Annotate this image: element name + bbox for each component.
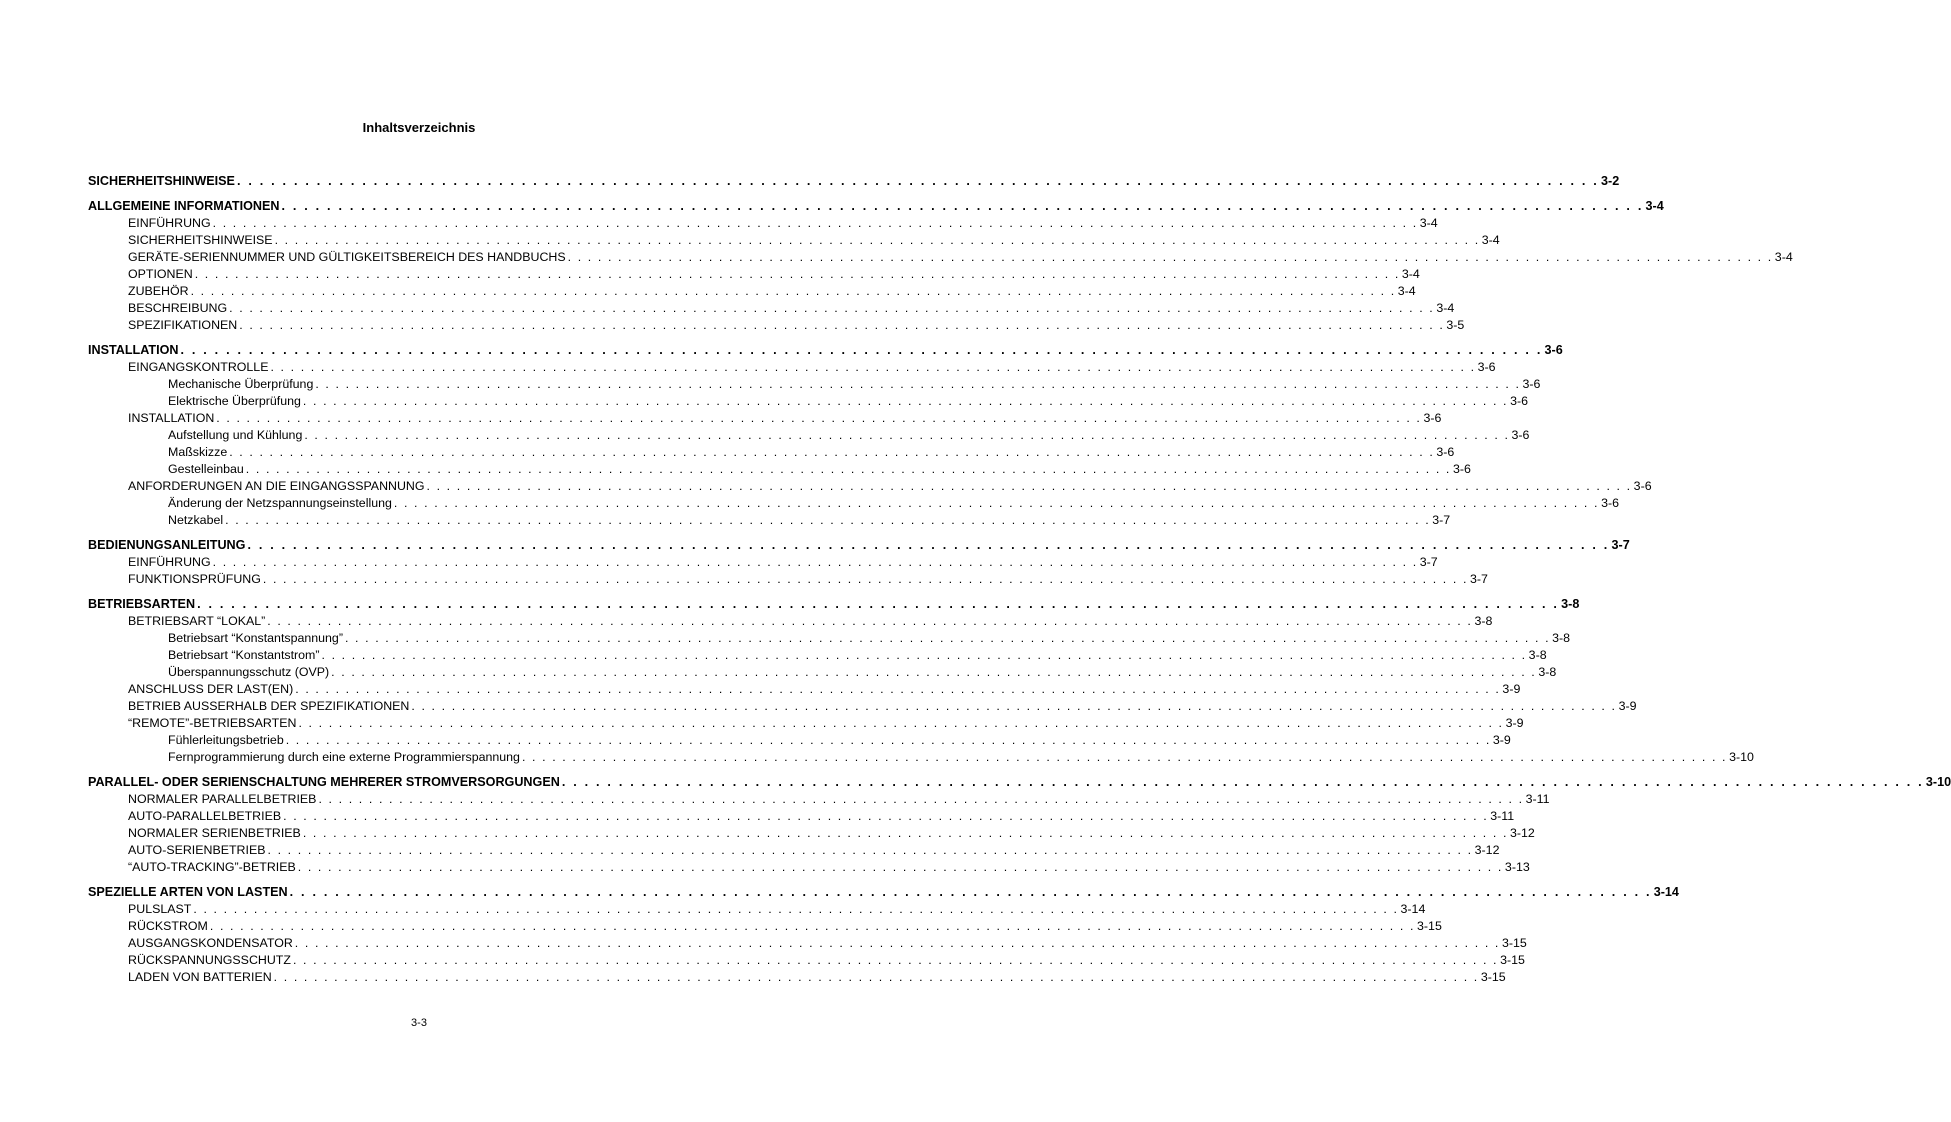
toc-entry-auto-serienbetrieb[interactable] bbox=[88, 842, 1500, 859]
toc-entry-label: Fernprogrammierung durch eine externe Programmierspannung bbox=[168, 750, 520, 764]
dot-leader: . . . . . . . . . . . . . . . . . . . . . . . . . . . . . . . . . . . . . . . . . . . . . . . . . . . . . . . . . . . . . . . . . . . . . . . . . . . . . . . . . . . . . . . . . . . . . . . . . . . . . . . . . . . . . . . . . . . . . . . . bbox=[229, 301, 1435, 315]
toc-entry-page: 3-4 bbox=[1481, 233, 1500, 247]
dot-leader: . . . . . . . . . . . . . . . . . . . . . . . . . . . . . . . . . . . . . . . . . . . . . . . . . . . . . . . . . . . . . . . . . . . . . . . . . . . . . . . . . . . . . . . . . . . . . . . . . . . . . . . . . . . . . . . . . . . . . . . . bbox=[262, 572, 1469, 586]
toc-entry-page: 3-4 bbox=[1401, 267, 1420, 281]
toc-section-group bbox=[88, 341, 1652, 529]
dot-leader: . . . . . . . . . . . . . . . . . . . . . . . . . . . . . . . . . . . . . . . . . . . . . . . . . . . . . . . . . . . . . . . . . . . . . . . . . . . . . . . . . . . . . . . . . . . . . . . . . . . . . . . . . . . . . . . . . . . . . . . . bbox=[295, 682, 1501, 696]
toc-entry-zubehor[interactable] bbox=[88, 283, 1416, 300]
toc-entry-label: Betriebsart “Konstantspannung” bbox=[168, 631, 343, 645]
toc-entry-label: OPTIONEN bbox=[128, 267, 193, 281]
toc-entry-page: 3-6 bbox=[1544, 343, 1563, 357]
toc-entry-pulslast[interactable] bbox=[88, 901, 1426, 918]
dot-leader: . . . . . . . . . . . . . . . . . . . . . . . . . . . . . . . . . . . . . . . . . . . . . . . . . . . . . . . . . . . . . . . . . . . . . . . . . . . . . . . . . . . . . . . . . . . . . . . . . . . . . . . . . . . . . . . . . . . . . . . . bbox=[245, 462, 1451, 476]
toc-entry-einfuhrung[interactable] bbox=[88, 554, 1438, 571]
dot-leader: . . . . . . . . . . . . . . . . . . . . . . . . . . . . . . . . . . . . . . . . . . . . . . . . . . . . . . . . . . . . . . . . . . . . . . . . . . . . . . . . . . . . . . . . . . . . . . . . . . . . . . . . . . . . . . . . . . . . . . . . bbox=[302, 826, 1508, 840]
toc-entry-page: 3-4 bbox=[1436, 301, 1455, 315]
toc-entry-label: SICHERHEITSHINWEISE bbox=[128, 233, 273, 247]
toc-entry-page: 3-9 bbox=[1502, 682, 1521, 696]
toc-entry-page: 3-6 bbox=[1633, 479, 1652, 493]
toc-entry-ruckstrom[interactable] bbox=[88, 918, 1442, 935]
toc-entry-label: ANFORDERUNGEN AN DIE EINGANGSSPANNUNG bbox=[128, 479, 425, 493]
toc-entry-label: Netzkabel bbox=[168, 513, 224, 527]
toc-entry-page: 3-9 bbox=[1492, 733, 1511, 747]
toc-entry-page: 3-7 bbox=[1432, 513, 1451, 527]
dot-leader: . . . . . . . . . . . . . . . . . . . . . . . . . . . . . . . . . . . . . . . . . . . . . . . . . . . . . . . . . . . . . . . . . . . . . . . . . . . . . . . . . . . . . . . . . . . . . . . . . . . . . . . . . . . . . . . . . . . . . . . . bbox=[298, 716, 1504, 730]
dot-leader: . . . . . . . . . . . . . . . . . . . . . . . . . . . . . . . . . . . . . . . . . . . . . . . . . . . . . . . . . . . . . . . . . . . . . . . . . . . . . . . . . . . . . . . . . . . . . . . . . . . . . . . . . . . . . . . . . . . . . . . . bbox=[180, 343, 1543, 357]
toc-entry-label: AUSGANGSKONDENSATOR bbox=[128, 936, 293, 950]
toc-entry-page: 3-6 bbox=[1510, 394, 1529, 408]
toc-entry-label: Gestelleinbau bbox=[168, 462, 244, 476]
toc-section-group bbox=[88, 197, 1793, 334]
dot-leader: . . . . . . . . . . . . . . . . . . . . . . . . . . . . . . . . . . . . . . . . . . . . . . . . . . . . . . . . . . . . . . . . . . . . . . . . . . . . . . . . . . . . . . . . . . . . . . . . . . . . . . . . . . . . . . . . . . . . . . . . bbox=[212, 555, 1418, 569]
toc-entry-label: Änderung der Netzspannungseinstellung bbox=[168, 496, 392, 510]
dot-leader: . . . . . . . . . . . . . . . . . . . . . . . . . . . . . . . . . . . . . . . . . . . . . . . . . . . . . . . . . . . . . . . . . . . . . . . . . . . . . . . . . . . . . . . . . . . . . . . . . . . . . . . . . . . . . . . . . . . . . . . . bbox=[302, 394, 1509, 408]
dot-leader: . . . . . . . . . . . . . . . . . . . . . . . . . . . . . . . . . . . . . . . . . . . . . . . . . . . . . . . . . . . . . . . . . . . . . . . . . . . . . . . . . . . . . . . . . . . . . . . . . . . . . . . . . . . . . . . . . . . . . . . . bbox=[247, 538, 1610, 552]
dot-leader: . . . . . . . . . . . . . . . . . . . . . . . . . . . . . . . . . . . . . . . . . . . . . . . . . . . . . . . . . . . . . . . . . . . . . . . . . . . . . . . . . . . . . . . . . . . . . . . . . . . . . . . . . . . . . . . . . . . . . . . . bbox=[393, 496, 1600, 510]
toc-entry-label: RÜCKSTROM bbox=[128, 919, 208, 933]
toc-entry-label: FUNKTIONSPRÜFUNG bbox=[128, 572, 261, 586]
toc-entry-einfuhrung[interactable] bbox=[88, 215, 1438, 232]
toc-entry-label: “REMOTE”-BETRIEBSARTEN bbox=[128, 716, 297, 730]
dot-leader: . . . . . . . . . . . . . . . . . . . . . . . . . . . . . . . . . . . . . . . . . . . . . . . . . . . . . . . . . . . . . . . . . . . . . . . . . . . . . . . . . . . . . . . . . . . . . . . . . . . . . . . . . . . . . . . . . . . . . . . . bbox=[209, 919, 1416, 933]
toc-section-group bbox=[88, 883, 1679, 986]
dot-leader: . . . . . . . . . . . . . . . . . . . . . . . . . . . . . . . . . . . . . . . . . . . . . . . . . . . . . . . . . . . . . . . . . . . . . . . . . . . . . . . . . . . . . . . . . . . . . . . . . . . . . . . . . . . . . . . . . . . . . . . . bbox=[315, 377, 1521, 391]
dot-leader: . . . . . . . . . . . . . . . . . . . . . . . . . . . . . . . . . . . . . . . . . . . . . . . . . . . . . . . . . . . . . . . . . . . . . . . . . . . . . . . . . . . . . . . . . . . . . . . . . . . . . . . . . . . . . . . . . . . . . . . . bbox=[411, 699, 1617, 713]
toc-entry-installation[interactable] bbox=[88, 410, 1442, 427]
toc-entry-page: 3-4 bbox=[1645, 199, 1664, 213]
toc-entry-label: Betriebsart “Konstantstrom” bbox=[168, 648, 320, 662]
toc-entry-page: 3-15 bbox=[1500, 953, 1525, 967]
toc-entry-anschluss-der-last-en[interactable] bbox=[88, 681, 1521, 698]
dot-leader: . . . . . . . . . . . . . . . . . . . . . . . . . . . . . . . . . . . . . . . . . . . . . . . . . . . . . . . . . . . . . . . . . . . . . . . . . . . . . . . . . . . . . . . . . . . . . . . . . . . . . . . . . . . . . . . . . . . . . . . . bbox=[281, 199, 1644, 213]
toc-entry-page: 3-14 bbox=[1653, 885, 1679, 899]
toc-entry-label: Aufstellung und Kühlung bbox=[168, 428, 303, 442]
toc-entry-page: 3-11 bbox=[1525, 792, 1550, 806]
toc-entry-page: 3-6 bbox=[1477, 360, 1496, 374]
toc-section-betriebsarten[interactable] bbox=[88, 595, 1580, 613]
toc-entry-betriebsart-konstantspannung[interactable] bbox=[88, 630, 1571, 647]
dot-leader: . . . . . . . . . . . . . . . . . . . . . . . . . . . . . . . . . . . . . . . . . . . . . . . . . . . . . . . . . . . . . . . . . . . . . . . . . . . . . . . . . . . . . . . . . . . . . . . . . . . . . . . . . . . . . . . . . . . . . . . . bbox=[190, 284, 1396, 298]
dot-leader: . . . . . . . . . . . . . . . . . . . . . . . . . . . . . . . . . . . . . . . . . . . . . . . . . . . . . . . . . . . . . . . . . . . . . . . . . . . . . . . . . . . . . . . . . . . . . . . . . . . . . . . . . . . . . . . . . . . . . . . . bbox=[285, 733, 1491, 747]
toc-entry-page: 3-8 bbox=[1528, 648, 1547, 662]
toc-entry-page: 3-6 bbox=[1436, 445, 1455, 459]
toc-entry-page: 3-15 bbox=[1417, 919, 1442, 933]
toc-entry-page: 3-4 bbox=[1774, 250, 1793, 264]
toc-entry-page: 3-15 bbox=[1480, 970, 1506, 984]
toc-entry-label: NORMALER SERIENBETRIEB bbox=[128, 826, 301, 840]
toc-entry-ma-skizze[interactable] bbox=[88, 444, 1455, 461]
toc-section-group bbox=[88, 536, 1630, 588]
toc-entry-label: Fühlerleitungsbetrieb bbox=[168, 733, 284, 747]
toc-section-group bbox=[88, 172, 1620, 190]
toc-entry-auto-parallelbetrieb[interactable] bbox=[88, 808, 1515, 825]
dot-leader: . . . . . . . . . . . . . . . . . . . . . . . . . . . . . . . . . . . . . . . . . . . . . . . . . . . . . . . . . . . . . . . . . . . . . . . . . . . . . . . . . . . . . . . . . . . . . . . . . . . . . . . . . . . . . . . . . . . . . . . . bbox=[229, 445, 1435, 459]
toc-entry-beschreibung[interactable] bbox=[88, 300, 1455, 317]
dot-leader: . . . . . . . . . . . . . . . . . . . . . . . . . . . . . . . . . . . . . . . . . . . . . . . . . . . . . . . . . . . . . . . . . . . . . . . . . . . . . . . . . . . . . . . . . . . . . . . . . . . . . . . . . . . . . . . . . . . . . . . . bbox=[521, 750, 1728, 764]
toc-entry-label: ZUBEHÖR bbox=[128, 284, 189, 298]
toc-entry-netzkabel[interactable] bbox=[88, 512, 1451, 529]
toc-section-spezielle-arten-von-lasten[interactable] bbox=[88, 883, 1679, 901]
toc-entry-label: Mechanische Überprüfung bbox=[168, 377, 314, 391]
dot-leader: . . . . . . . . . . . . . . . . . . . . . . . . . . . . . . . . . . . . . . . . . . . . . . . . . . . . . . . . . . . . . . . . . . . . . . . . . . . . . . . . . . . . . . . . . . . . . . . . . . . . . . . . . . . . . . . . . . . . . . . . bbox=[426, 479, 1632, 493]
toc-entry-label: RÜCKSPANNUNGSSCHUTZ bbox=[128, 953, 291, 967]
toc-entry-label: EINFÜHRUNG bbox=[128, 216, 211, 230]
dot-leader: . . . . . . . . . . . . . . . . . . . . . . . . . . . . . . . . . . . . . . . . . . . . . . . . . . . . . . . . . . . . . . . . . . . . . . . . . . . . . . . . . . . . . . . . . . . . . . . . . . . . . . . . . . . . . . . . . . . . . . . . bbox=[267, 843, 1473, 857]
toc-entry-label: ANSCHLUSS DER LAST(EN) bbox=[128, 682, 294, 696]
dot-leader: . . . . . . . . . . . . . . . . . . . . . . . . . . . . . . . . . . . . . . . . . . . . . . . . . . . . . . . . . . . . . . . . . . . . . . . . . . . . . . . . . . . . . . . . . . . . . . . . . . . . . . . . . . . . . . . . . . . . . . . . bbox=[267, 614, 1473, 628]
page-title: Inhaltsverzeichnis bbox=[362, 120, 476, 135]
toc-entry-uberspannungsschutz-ovp[interactable] bbox=[88, 664, 1557, 681]
toc-entry-label: AUTO-SERIENBETRIEB bbox=[128, 843, 266, 857]
dot-leader: . . . . . . . . . . . . . . . . . . . . . . . . . . . . . . . . . . . . . . . . . . . . . . . . . . . . . . . . . . . . . . . . . . . . . . . . . . . . . . . . . . . . . . . . . . . . . . . . . . . . . . . . . . . . . . . . . . . . . . . . bbox=[567, 250, 1773, 264]
dot-leader: . . . . . . . . . . . . . . . . . . . . . . . . . . . . . . . . . . . . . . . . . . . . . . . . . . . . . . . . . . . . . . . . . . . . . . . . . . . . . . . . . . . . . . . . . . . . . . . . . . . . . . . . . . . . . . . . . . . . . . . . bbox=[304, 428, 1510, 442]
toc-entry-auto-tracking-betrieb[interactable] bbox=[88, 859, 1530, 876]
toc-section-bedienungsanleitung[interactable] bbox=[88, 536, 1630, 554]
toc-entry-normaler-serienbetrieb[interactable] bbox=[88, 825, 1535, 842]
toc-entry-page: 3-11 bbox=[1490, 809, 1515, 823]
toc-entry-funktionsprufung[interactable] bbox=[88, 571, 1488, 588]
toc-entry-page: 3-7 bbox=[1470, 572, 1488, 586]
toc-entry-label: BEDIENUNGSANLEITUNG bbox=[88, 538, 246, 552]
toc-entry-label: BESCHREIBUNG bbox=[128, 301, 228, 315]
toc-entry-page: 3-6 bbox=[1423, 411, 1442, 425]
toc-entry-ausgangskondensator[interactable] bbox=[88, 935, 1527, 952]
dot-leader: . . . . . . . . . . . . . . . . . . . . . . . . . . . . . . . . . . . . . . . . . . . . . . . . . . . . . . . . . . . . . . . . . . . . . . . . . . . . . . . . . . . . . . . . . . . . . . . . . . . . . . . . . . . . . . . . . . . . . . . . bbox=[194, 267, 1400, 281]
toc-entry-page: 3-12 bbox=[1510, 826, 1535, 840]
table-of-contents bbox=[88, 172, 1951, 993]
dot-leader: . . . . . . . . . . . . . . . . . . . . . . . . . . . . . . . . . . . . . . . . . . . . . . . . . . . . . . . . . . . . . . . . . . . . . . . . . . . . . . . . . . . . . . . . . . . . . . . . . . . . . . . . . . . . . . . . . . . . . . . . bbox=[225, 513, 1431, 527]
dot-leader: . . . . . . . . . . . . . . . . . . . . . . . . . . . . . . . . . . . . . . . . . . . . . . . . . . . . . . . . . . . . . . . . . . . . . . . . . . . . . . . . . . . . . . . . . . . . . . . . . . . . . . . . . . . . . . . . . . . . . . . . bbox=[344, 631, 1551, 645]
dot-leader: . . . . . . . . . . . . . . . . . . . . . . . . . . . . . . . . . . . . . . . . . . . . . . . . . . . . . . . . . . . . . . . . . . . . . . . . . . . . . . . . . . . . . . . . . . . . . . . . . . . . . . . . . . . . . . . . . . . . . . . . bbox=[292, 953, 1499, 967]
toc-entry-page: 3-14 bbox=[1400, 902, 1426, 916]
toc-entry-normaler-parallelbetrieb[interactable] bbox=[88, 791, 1550, 808]
toc-entry-label: INSTALLATION bbox=[88, 343, 179, 357]
toc-entry-page: 3-6 bbox=[1522, 377, 1541, 391]
dot-leader: . . . . . . . . . . . . . . . . . . . . . . . . . . . . . . . . . . . . . . . . . . . . . . . . . . . . . . . . . . . . . . . . . . . . . . . . . . . . . . . . . . . . . . . . . . . . . . . . . . . . . . . . . . . . . . . . . . . . . . . . bbox=[297, 860, 1503, 874]
dot-leader: . . . . . . . . . . . . . . . . . . . . . . . . . . . . . . . . . . . . . . . . . . . . . . . . . . . . . . . . . . . . . . . . . . . . . . . . . . . . . . . . . . . . . . . . . . . . . . . . . . . . . . . . . . . . . . . . . . . . . . . . bbox=[236, 174, 1600, 188]
toc-entry-label: AUTO-PARALLELBETRIEB bbox=[128, 809, 282, 823]
toc-section-sicherheitshinweise[interactable] bbox=[88, 172, 1620, 190]
toc-entry-label: BETRIEB AUSSERHALB DER SPEZIFIKATIONEN bbox=[128, 699, 410, 713]
toc-entry-remote-betriebsarten[interactable] bbox=[88, 715, 1524, 732]
toc-entry-label: SPEZIELLE ARTEN VON LASTEN bbox=[88, 885, 288, 899]
toc-section-group bbox=[88, 773, 1951, 876]
toc-entry-gestelleinbau[interactable] bbox=[88, 461, 1471, 478]
toc-entry-elektrische-uberprufung[interactable] bbox=[88, 393, 1529, 410]
toc-entry-anforderungen-an-die-eingangsspannung[interactable] bbox=[88, 478, 1652, 495]
toc-entry-page: 3-6 bbox=[1511, 428, 1530, 442]
dot-leader: . . . . . . . . . . . . . . . . . . . . . . . . . . . . . . . . . . . . . . . . . . . . . . . . . . . . . . . . . . . . . . . . . . . . . . . . . . . . . . . . . . . . . . . . . . . . . . . . . . . . . . . . . . . . . . . . . . . . . . . . bbox=[273, 970, 1479, 984]
toc-entry-page: 3-7 bbox=[1419, 555, 1438, 569]
dot-leader: . . . . . . . . . . . . . . . . . . . . . . . . . . . . . . . . . . . . . . . . . . . . . . . . . . . . . . . . . . . . . . . . . . . . . . . . . . . . . . . . . . . . . . . . . . . . . . . . . . . . . . . . . . . . . . . . . . . . . . . . bbox=[216, 411, 1422, 425]
toc-entry-page: 3-15 bbox=[1501, 936, 1527, 950]
toc-section-parallel-oder-serienschaltung-mehrerer-stromversorgungen[interactable] bbox=[88, 773, 1951, 791]
toc-entry-gerate-seriennummer-und-gultigkeitsbereich-des-handbuchs[interactable] bbox=[88, 249, 1793, 266]
toc-section-installation[interactable] bbox=[88, 341, 1563, 359]
toc-entry-page: 3-6 bbox=[1601, 496, 1619, 510]
toc-entry-label: EINGANGSKONTROLLE bbox=[128, 360, 269, 374]
dot-leader: . . . . . . . . . . . . . . . . . . . . . . . . . . . . . . . . . . . . . . . . . . . . . . . . . . . . . . . . . . . . . . . . . . . . . . . . . . . . . . . . . . . . . . . . . . . . . . . . . . . . . . . . . . . . . . . . . . . . . . . . bbox=[212, 216, 1418, 230]
dot-leader: . . . . . . . . . . . . . . . . . . . . . . . . . . . . . . . . . . . . . . . . . . . . . . . . . . . . . . . . . . . . . . . . . . . . . . . . . . . . . . . . . . . . . . . . . . . . . . . . . . . . . . . . . . . . . . . . . . . . . . . . bbox=[561, 775, 1924, 789]
toc-entry-label: EINFÜHRUNG bbox=[128, 555, 211, 569]
toc-entry-label: BETRIEBSARTEN bbox=[88, 597, 196, 611]
toc-entry-label: NORMALER PARALLELBETRIEB bbox=[128, 792, 317, 806]
toc-entry-page: 3-8 bbox=[1552, 631, 1571, 645]
toc-entry-page: 3-2 bbox=[1601, 174, 1620, 188]
toc-entry-fuhlerleitungsbetrieb[interactable] bbox=[88, 732, 1511, 749]
dot-leader: . . . . . . . . . . . . . . . . . . . . . . . . . . . . . . . . . . . . . . . . . . . . . . . . . . . . . . . . . . . . . . . . . . . . . . . . . . . . . . . . . . . . . . . . . . . . . . . . . . . . . . . . . . . . . . . . . . . . . . . . bbox=[193, 902, 1399, 916]
toc-section-allgemeine-informationen[interactable] bbox=[88, 197, 1664, 215]
toc-entry-betriebsart-lokal[interactable] bbox=[88, 613, 1493, 630]
toc-entry-mechanische-uberprufung[interactable] bbox=[88, 376, 1541, 393]
toc-entry-label: PULSLAST bbox=[128, 902, 192, 916]
toc-entry-page: 3-6 bbox=[1452, 462, 1471, 476]
toc-entry-page: 3-9 bbox=[1618, 699, 1637, 713]
toc-entry-label: Überspannungsschutz (OVP) bbox=[168, 665, 330, 679]
toc-entry-page: 3-5 bbox=[1446, 318, 1465, 332]
page-number: 3-3 bbox=[411, 1017, 427, 1029]
toc-entry-label: LADEN VON BATTERIEN bbox=[128, 970, 272, 984]
toc-entry-page: 3-4 bbox=[1419, 216, 1438, 230]
toc-entry-page: 3-10 bbox=[1729, 750, 1754, 764]
toc-section-group bbox=[88, 595, 1754, 766]
toc-entry-page: 3-8 bbox=[1538, 665, 1557, 679]
toc-entry-label: “AUTO-TRACKING”-BETRIEB bbox=[128, 860, 296, 874]
dot-leader: . . . . . . . . . . . . . . . . . . . . . . . . . . . . . . . . . . . . . . . . . . . . . . . . . . . . . . . . . . . . . . . . . . . . . . . . . . . . . . . . . . . . . . . . . . . . . . . . . . . . . . . . . . . . . . . . . . . . . . . . bbox=[331, 665, 1537, 679]
toc-entry-ruckspannungsschutz[interactable] bbox=[88, 952, 1525, 969]
toc-entry-label: ALLGEMEINE INFORMATIONEN bbox=[88, 199, 280, 213]
toc-entry-label: SPEZIFIKATIONEN bbox=[128, 318, 238, 332]
toc-entry-optionen[interactable] bbox=[88, 266, 1420, 283]
dot-leader: . . . . . . . . . . . . . . . . . . . . . . . . . . . . . . . . . . . . . . . . . . . . . . . . . . . . . . . . . . . . . . . . . . . . . . . . . . . . . . . . . . . . . . . . . . . . . . . . . . . . . . . . . . . . . . . . . . . . . . . . bbox=[294, 936, 1500, 950]
toc-entry-page: 3-12 bbox=[1474, 843, 1500, 857]
toc-entry-label: BETRIEBSART “LOKAL” bbox=[128, 614, 266, 628]
toc-entry-page: 3-4 bbox=[1397, 284, 1416, 298]
toc-entry-betriebsart-konstantstrom[interactable] bbox=[88, 647, 1547, 664]
dot-leader: . . . . . . . . . . . . . . . . . . . . . . . . . . . . . . . . . . . . . . . . . . . . . . . . . . . . . . . . . . . . . . . . . . . . . . . . . . . . . . . . . . . . . . . . . . . . . . . . . . . . . . . . . . . . . . . . . . . . . . . . bbox=[321, 648, 1527, 662]
dot-leader: . . . . . . . . . . . . . . . . . . . . . . . . . . . . . . . . . . . . . . . . . . . . . . . . . . . . . . . . . . . . . . . . . . . . . . . . . . . . . . . . . . . . . . . . . . . . . . . . . . . . . . . . . . . . . . . . . . . . . . . . bbox=[283, 809, 1489, 823]
toc-entry-label: INSTALLATION bbox=[128, 411, 215, 425]
toc-entry-page: 3-7 bbox=[1611, 538, 1630, 552]
toc-entry-page: 3-13 bbox=[1504, 860, 1530, 874]
toc-entry-laden-von-batterien[interactable] bbox=[88, 969, 1506, 986]
toc-entry-betrieb-ausserhalb-der-spezifikationen[interactable] bbox=[88, 698, 1637, 715]
toc-entry-sicherheitshinweise[interactable] bbox=[88, 232, 1500, 249]
toc-entry-label: GERÄTE-SERIENNUMMER UND GÜLTIGKEITSBEREICH DES HANDBUCHS bbox=[128, 250, 566, 264]
dot-leader: . . . . . . . . . . . . . . . . . . . . . . . . . . . . . . . . . . . . . . . . . . . . . . . . . . . . . . . . . . . . . . . . . . . . . . . . . . . . . . . . . . . . . . . . . . . . . . . . . . . . . . . . . . . . . . . . . . . . . . . . bbox=[270, 360, 1476, 374]
toc-entry-aufstellung-und-kuhlung[interactable] bbox=[88, 427, 1530, 444]
toc-entry-spezifikationen[interactable] bbox=[88, 317, 1465, 334]
dot-leader: . . . . . . . . . . . . . . . . . . . . . . . . . . . . . . . . . . . . . . . . . . . . . . . . . . . . . . . . . . . . . . . . . . . . . . . . . . . . . . . . . . . . . . . . . . . . . . . . . . . . . . . . . . . . . . . . . . . . . . . . bbox=[197, 597, 1560, 611]
toc-entry-page: 3-10 bbox=[1925, 775, 1951, 789]
toc-entry-label: Elektrische Überprüfung bbox=[168, 394, 301, 408]
dot-leader: . . . . . . . . . . . . . . . . . . . . . . . . . . . . . . . . . . . . . . . . . . . . . . . . . . . . . . . . . . . . . . . . . . . . . . . . . . . . . . . . . . . . . . . . . . . . . . . . . . . . . . . . . . . . . . . . . . . . . . . . bbox=[318, 792, 1524, 806]
toc-entry-label: PARALLEL- ODER SERIENSCHALTUNG MEHRERER STROMVERSORGUNGEN bbox=[88, 775, 560, 789]
dot-leader: . . . . . . . . . . . . . . . . . . . . . . . . . . . . . . . . . . . . . . . . . . . . . . . . . . . . . . . . . . . . . . . . . . . . . . . . . . . . . . . . . . . . . . . . . . . . . . . . . . . . . . . . . . . . . . . . . . . . . . . . bbox=[289, 885, 1652, 899]
dot-leader: . . . . . . . . . . . . . . . . . . . . . . . . . . . . . . . . . . . . . . . . . . . . . . . . . . . . . . . . . . . . . . . . . . . . . . . . . . . . . . . . . . . . . . . . . . . . . . . . . . . . . . . . . . . . . . . . . . . . . . . . bbox=[239, 318, 1445, 332]
toc-entry-page: 3-8 bbox=[1561, 597, 1580, 611]
toc-entry-page: 3-8 bbox=[1474, 614, 1493, 628]
toc-entry-eingangskontrolle[interactable] bbox=[88, 359, 1496, 376]
toc-entry-anderung-der-netzspannungseinstellung[interactable] bbox=[88, 495, 1619, 512]
toc-entry-label: SICHERHEITSHINWEISE bbox=[88, 174, 235, 188]
toc-entry-label: Maßskizze bbox=[168, 445, 228, 459]
toc-entry-page: 3-9 bbox=[1505, 716, 1524, 730]
toc-entry-fernprogrammierung-durch-eine-externe-programmierspannung[interactable] bbox=[88, 749, 1754, 766]
dot-leader: . . . . . . . . . . . . . . . . . . . . . . . . . . . . . . . . . . . . . . . . . . . . . . . . . . . . . . . . . . . . . . . . . . . . . . . . . . . . . . . . . . . . . . . . . . . . . . . . . . . . . . . . . . . . . . . . . . . . . . . . bbox=[274, 233, 1480, 247]
